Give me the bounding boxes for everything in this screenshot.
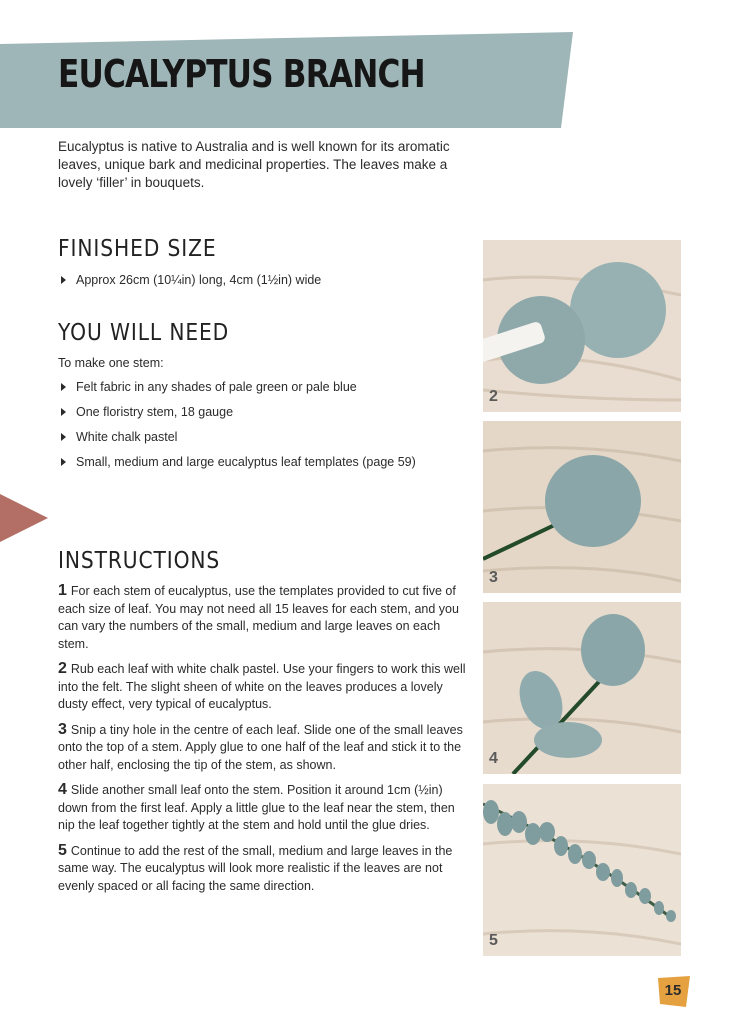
leaves-along-stem-illustration (483, 602, 681, 774)
photo-label: 3 (489, 569, 498, 586)
finished-size-list (58, 272, 321, 297)
step-photo-4 (483, 602, 681, 774)
instruction-steps (58, 582, 468, 902)
finished-branch-illustration (483, 784, 681, 956)
finished-size-heading: FINISHED SIZE (58, 236, 217, 262)
instructions-heading: INSTRUCTIONS (58, 548, 221, 574)
felt-leaves-chalk-illustration (483, 240, 681, 412)
bullet-icon (61, 383, 66, 391)
step-2: 2 Rub each leaf with white chalk pastel. Use your fingers to work this well into the felt. The slight sheen of white on the leaves produces a lovely dusty effect, very typical of eucalyptus. (58, 660, 466, 711)
photo-label: 2 (489, 388, 498, 405)
list-item: Felt fabric in any shades of pale green or pale blue (58, 379, 416, 404)
step-5: 5 Continue to add the rest of the small, medium and large leaves in the same way. The eucalyptus will look more realistic if the leaves are not evenly spaced or all facing the same direction. (58, 841, 453, 893)
step-1: 1 For each stem of eucalyptus, use the templates provided to cut five of each size of leaf. You may not need all 15 leaves for each stem, and you can vary the numbers of the small, medium and large leaves on each stem. (58, 582, 459, 651)
step-photo-5 (483, 784, 681, 956)
bullet-icon (61, 458, 66, 466)
photo-label: 4 (489, 750, 498, 767)
step-photo-2 (483, 240, 681, 412)
bullet-icon (61, 433, 66, 441)
intro-text: Eucalyptus is native to Australia and is well known for its aromatic leaves, unique bark and medicinal properties. The leaves make a lovely ‘filler’ in bouquets. (58, 139, 450, 190)
step-3: 3 Snip a tiny hole in the centre of each leaf. Slide one of the small leaves onto the top of a stem. Apply glue to one half of the leaf and stick it to the other half, enclosing the tip of the stem, as shown. (58, 720, 463, 772)
list-item: One floristry stem, 18 gauge (58, 404, 416, 429)
leaf-on-stem-illustration (483, 421, 681, 593)
step-4: 4 Slide another small leaf onto the stem. Position it around 1cm (½in) down from the first leaf. Apply a little glue to the leaf near the stem, then nip the leaf together tightly at the stem and hold until the glue dries. (58, 781, 455, 832)
list-item: White chalk pastel (58, 429, 416, 454)
step-photo-3 (483, 421, 681, 593)
materials-note: To make one stem: (58, 356, 164, 370)
you-will-need-heading: YOU WILL NEED (58, 320, 230, 346)
page-title: EUCALYPTUS BRANCH (58, 52, 425, 96)
page-number-badge (658, 976, 690, 1008)
list-item: Small, medium and large eucalyptus leaf templates (page 59) (58, 454, 416, 479)
materials-list (58, 379, 416, 479)
page-number: 15 (664, 982, 682, 999)
photo-label: 5 (489, 932, 498, 949)
accent-triangle (0, 494, 50, 544)
bullet-icon (61, 276, 66, 284)
bullet-icon (61, 408, 66, 416)
list-item: Approx 26cm (10¼in) long, 4cm (1½in) wide (58, 272, 321, 297)
